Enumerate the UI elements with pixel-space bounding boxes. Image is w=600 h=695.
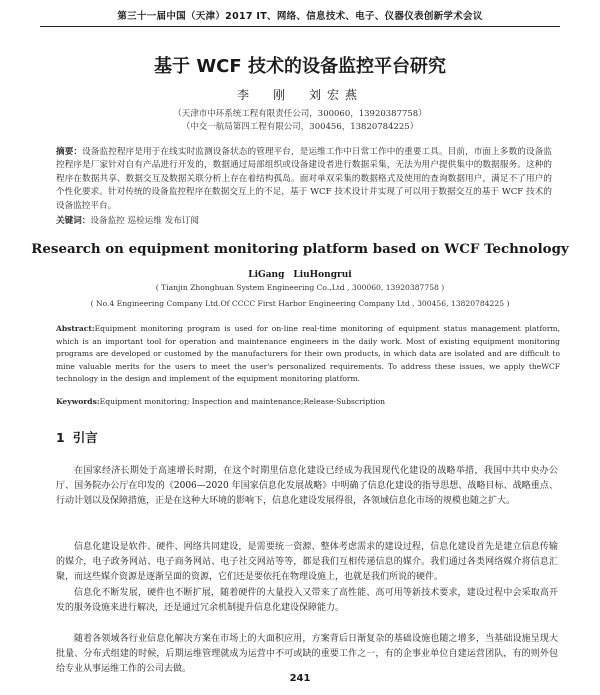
authors-cn: 李 刚 刘宏燕 (236, 88, 363, 102)
body-paragraph-4: 随着各领域各行业信息化解决方案在市场上的大面积应用，方案背后日渐复杂的基础设施也随之增多，当基础设施呈现大批量、分布式组建的时候，后期运维管理就成为运营中不可或缺的重要工作之一，有的企事业单位自建运营团队，有的则外包给专业从事运维工作的公司去做。 (56, 634, 558, 675)
affiliation-cn-1: （天津市中环系统工程有限责任公司，300060，13920387758） (173, 109, 427, 119)
keywords-en-label: Keywords: (56, 397, 100, 406)
body-paragraph-2: 信息化建设是软件、硬件、网络共同建设，是需要统一资源、整体考虑需求的建设过程，信息化建设首先是建立信息传输的媒介，电子政务网站、电子商务网站、电子社交网站等等，都是我们互相传递信息的媒介。我们通过各类网络媒介将信息汇聚，而这些媒介资源是逐渐呈面的资源，它们还是要依托在物理设施上，也就是我们所说的硬件。 (56, 542, 558, 583)
abstract-en-text: Equipment monitoring program is used for on-line real-time monitoring of equipment status management platform, which is an important tool for operation and maintenance engineers in the daily work. Most of existing equipment monitoring programs are developed or customed by the manufacturers for their own products, in which data are isolated and are difficult to mine valuable merits for the users to meet the user's personalized requirements. To address these issues, we apply theWCF technology in the design and implement of the equipment monitoring platform. (56, 324, 560, 384)
running-header: 第三十一届中国（天津）2017 IT、网络、信息技术、电子、仪器仪表创新学术会议 (40, 8, 560, 27)
abstract-en-label: Abstract: (56, 324, 95, 333)
keywords-cn-text: 设备监控 巡检运维 发布订阅 (90, 216, 199, 226)
section-heading-introduction (56, 428, 98, 446)
abstract-cn-text: 设备监控程序是用于在线实时监测设备状态的管理平台，是运维工作中日常工作中的重要工具。目前，市面上多数的设备监控程序是厂家针对自有产品进行开发的，数据通过局部组织或设备建设者进行数据采集，无法为用户提供集中的数据服务。这种的程序在数据共享、数据交互及数据关联分析上存在着结构孤岛。面对单双采集的数据格式及使用的查询数据用户，满足不了用户的个性化要求。针对传统的设备监控程序在数据交互上的不足，基于 WCF 技术设计并实现了可以用于数据交互的基于 WCF 技术的设备监控平台。 (56, 147, 552, 211)
paper-title-en: Research on equipment monitoring platform based on WCF Technology (31, 241, 569, 257)
body-paragraph-3: 信息化不断发展，硬件也不断扩展，随着硬件的大量投入又带来了高性能、高可用等新技术要求，建设过程中会采取高开发的服务设施来进行解决，还是通过冗余机制提升信息化建设保障能力。 (56, 588, 558, 614)
keywords-en-text: Equipment monitoring; Inspection and maintenance;Release-Subscription (99, 397, 386, 406)
page-number: 241 (289, 673, 311, 684)
abstract-cn (56, 146, 552, 213)
keywords-cn (56, 214, 552, 226)
section-number: 1 (56, 430, 65, 445)
affiliation-en-1: ( Tianjin Zhonghuan System Engineering Co.,Ltd , 300060, 13920387758 ) (155, 283, 445, 292)
body-paragraph-1: 在国家经济长期处于高速增长时期，在这个时期里信息化建设已经成为我国现代化建设的战略举措，我国中共中央办公厅、国务院办公厅在印发的《2006—2020 年国家信息化发展战略》中明确了信息化建设的指导思想、战略目标、战略重点、行动计划以及保障措施，正是在这种大环境的影响下，信息化建设发展得很，各领域信息化市场的规模也随之扩大。 (56, 466, 558, 507)
keywords-en (56, 397, 560, 406)
paper-title-cn: 基于 WCF 技术的设备监控平台研究 (154, 56, 446, 77)
authors-en: LiGang LiuHongrui (248, 270, 352, 280)
abstract-en (56, 323, 560, 386)
affiliation-cn-2: （中交一航局第四工程有限公司，300456，13820784225） (181, 122, 419, 132)
section-title: 引言 (72, 430, 98, 445)
abstract-cn-label: 摘要： (56, 147, 83, 157)
keywords-cn-label: 关键词： (56, 216, 91, 226)
affiliation-en-2: ( No.4 Engineering Company Ltd.Of CCCC First Harbor Engineering Company Ltd , 300456, 13820784225 ) (90, 299, 510, 308)
